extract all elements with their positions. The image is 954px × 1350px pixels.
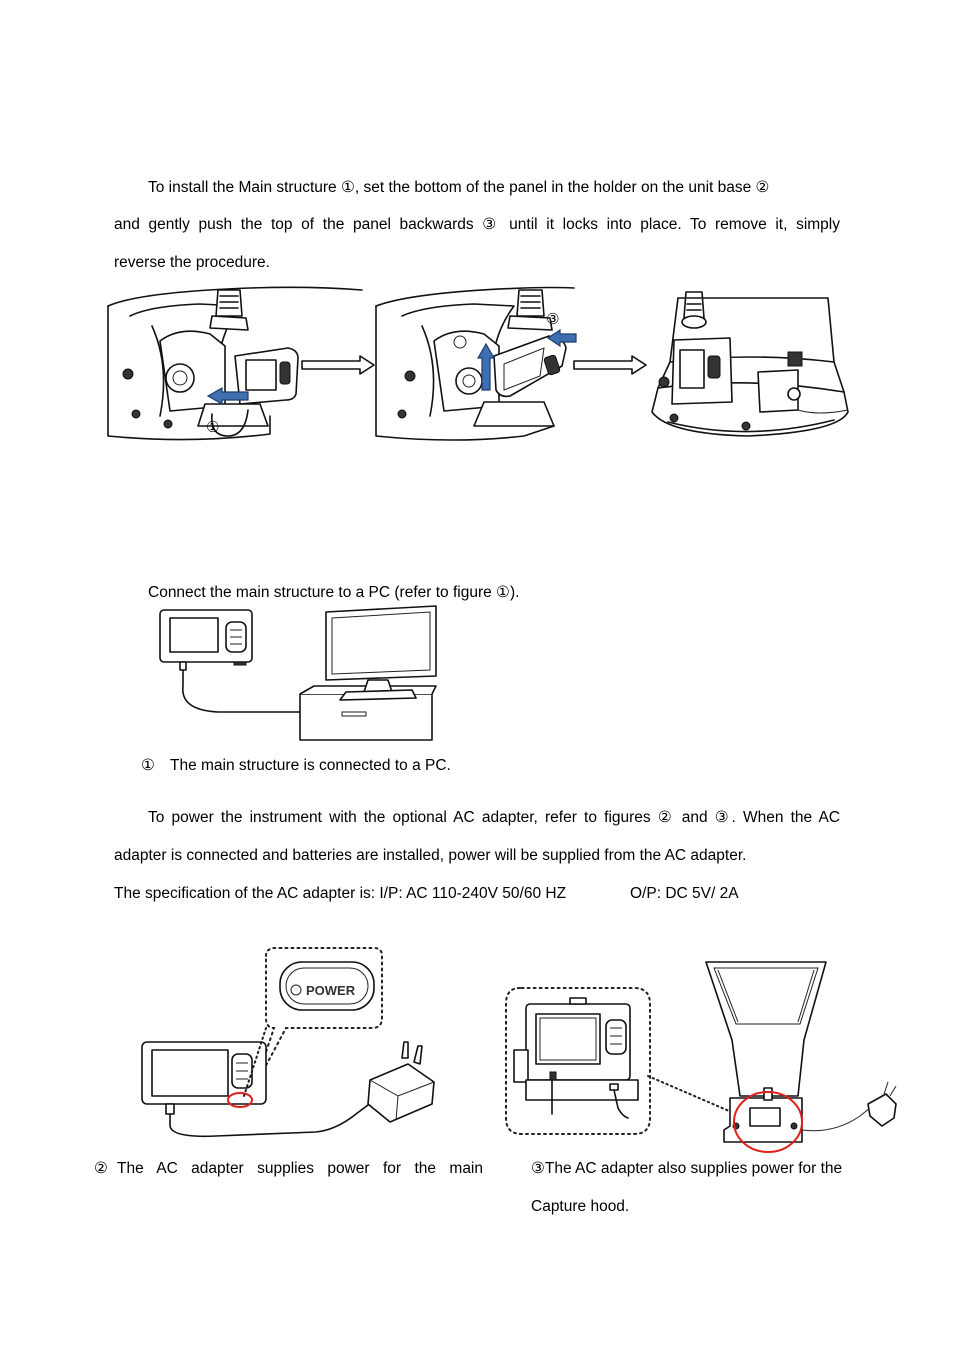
install-line-1: To install the Main structure ①, set the bottom of the panel in the holder on the unit base ②	[148, 179, 770, 196]
power-button-label: POWER	[306, 983, 356, 998]
install-marker-1: ①	[206, 418, 220, 436]
install-marker-3: ③	[546, 310, 560, 328]
ac-adapter-main-illustration	[136, 946, 438, 1142]
step-arrow-1	[302, 356, 376, 374]
install-step2-illustration	[374, 286, 576, 446]
step-arrow-2	[574, 356, 648, 374]
figure2-caption: ②The AC adapter supplies power for the main	[94, 1160, 483, 1177]
pc-caption: The main structure is connected to a PC.	[170, 757, 451, 774]
ac-line-1: To power the instrument with the optional AC adapter, refer to figures ② and ③. When the AC	[148, 809, 840, 826]
figure3-caption-line-2: Capture hood.	[531, 1198, 630, 1215]
pc-intro: Connect the main structure to a PC (refer to figure ①).	[148, 584, 520, 601]
install-line-2: and gently push the top of the panel backwards ③ until it locks into place. To remove it, simply	[114, 216, 840, 233]
install-line-3: reverse the procedure.	[114, 254, 270, 271]
ac-adapter-hood-illustration	[504, 958, 900, 1158]
ac-spec-input: The specification of the AC adapter is: I/P: AC 110-240V 50/60 HZ	[114, 885, 567, 902]
ac-spec-output: O/P: DC 5V/ 2A	[630, 885, 739, 902]
ac-line-2: adapter is connected and batteries are installed, power will be supplied from the AC adapter.	[114, 847, 747, 864]
figure3-caption-line-1: ③The AC adapter also supplies power for the	[531, 1160, 843, 1177]
install-step3-illustration	[648, 292, 852, 442]
pc-caption-number: ①	[141, 757, 155, 774]
pc-connection-illustration	[158, 606, 438, 744]
